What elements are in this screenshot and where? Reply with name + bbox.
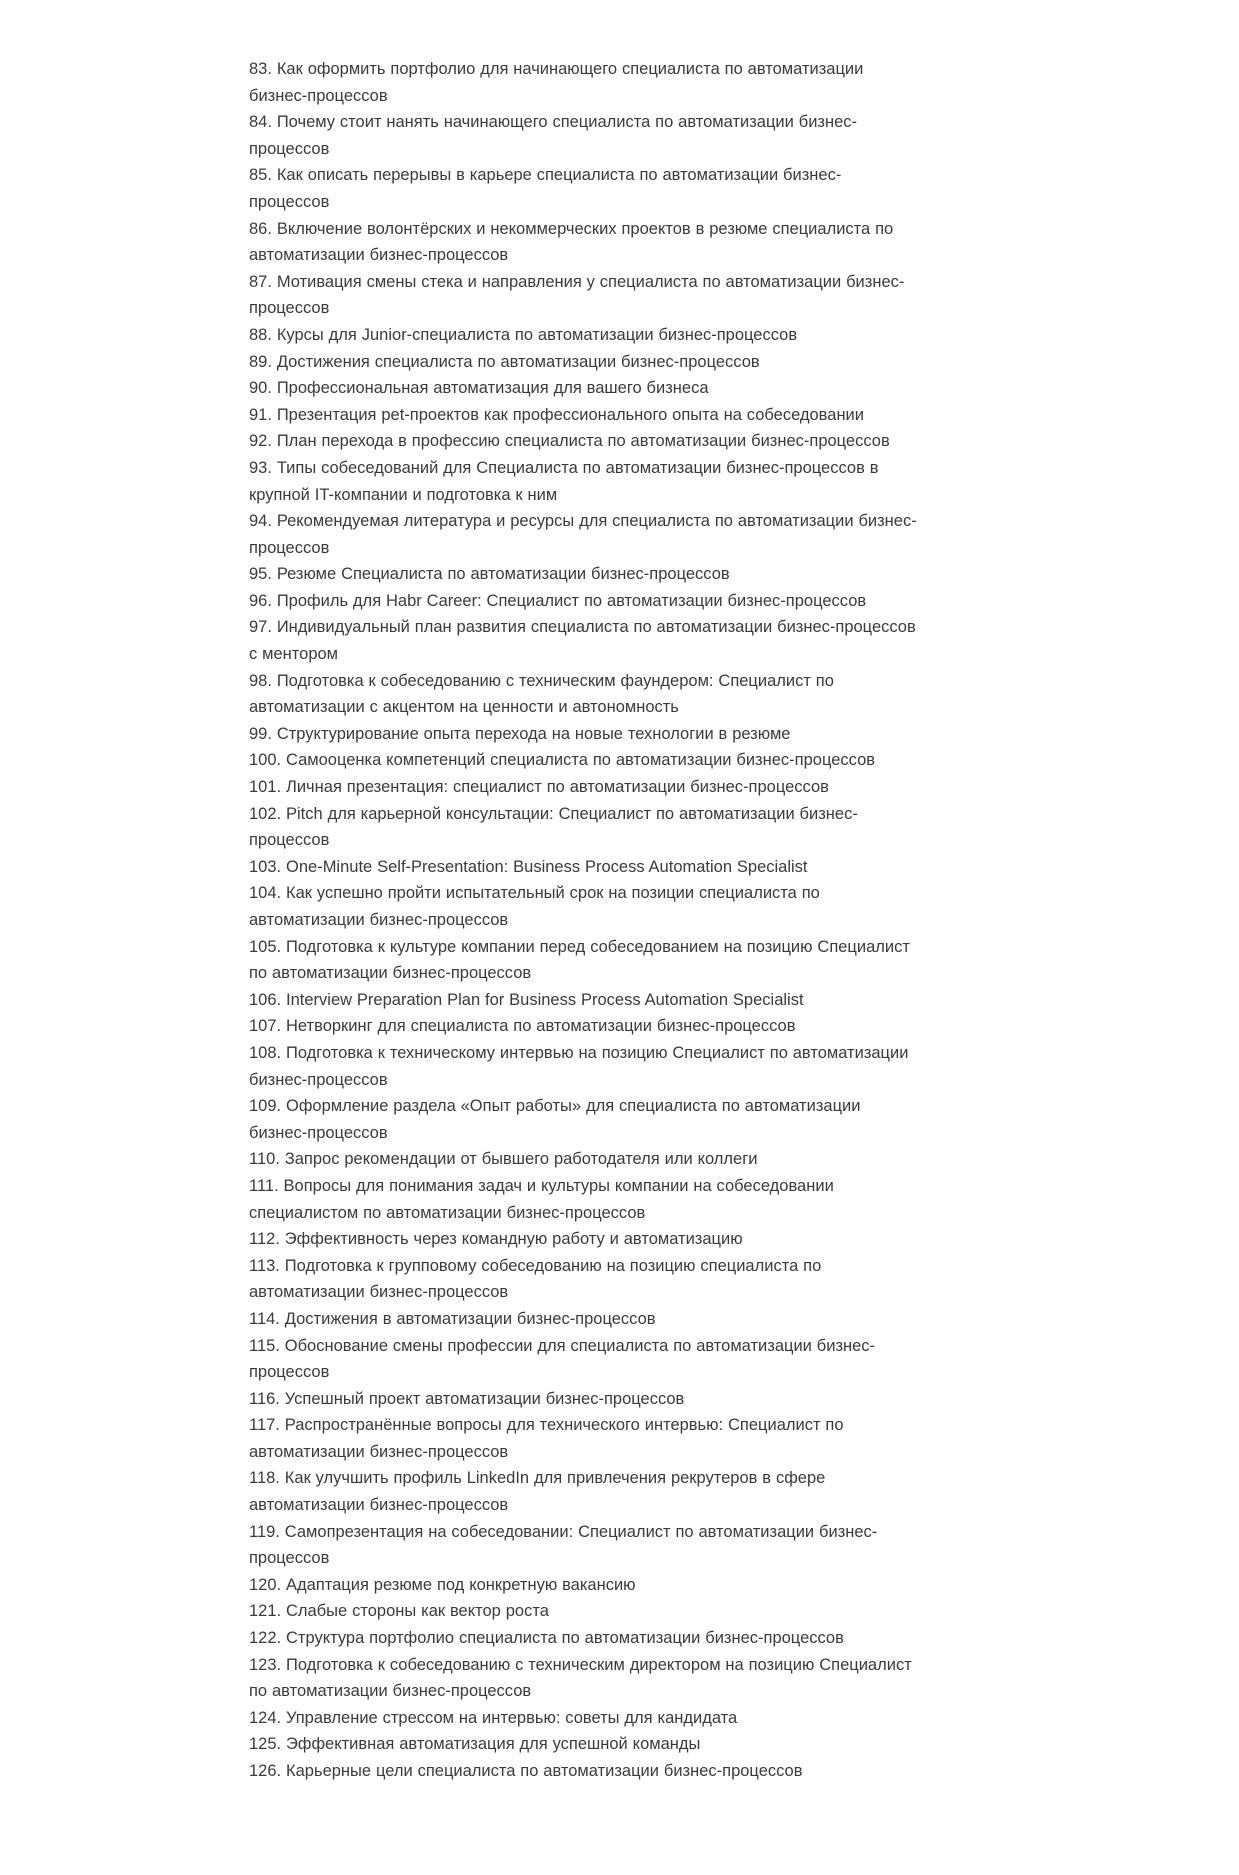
item-text: Достижения специалиста по автоматизации бизнес-процессов <box>271 352 760 371</box>
item-number: 115. <box>249 1336 280 1355</box>
list-item <box>249 375 919 402</box>
list-item <box>249 1465 919 1518</box>
item-text: Вопросы для понимания задач и культуры компании на собеседовании специалистом по автоматизации бизнес-процессов <box>249 1176 834 1222</box>
list-item <box>249 1253 919 1306</box>
item-text: Мотивация смены стека и направления у специалиста по автоматизации бизнес-процессов <box>249 272 905 318</box>
item-text: Подготовка к культуре компании перед собеседованием на позицию Специалист по автоматизации бизнес-процессов <box>249 937 910 983</box>
item-text: One-Minute Self-Presentation: Business Process Automation Specialist <box>281 857 808 876</box>
list-item <box>249 1598 919 1625</box>
list-item <box>249 987 919 1014</box>
item-number: 100. <box>249 751 282 770</box>
item-text: Interview Preparation Plan for Business Process Automation Specialist <box>281 990 804 1009</box>
item-number: 126. <box>249 1762 282 1780</box>
list-item <box>249 269 919 322</box>
list-item <box>249 934 919 987</box>
item-text: Профиль для Habr Career: Специалист по автоматизации бизнес-процессов <box>271 591 867 610</box>
list-item <box>249 1386 919 1413</box>
list-item <box>249 508 919 561</box>
list-item <box>249 1040 919 1093</box>
item-text: Эффективность через командную работу и автоматизацию <box>279 1230 743 1249</box>
item-text: Как успешно пройти испытательный срок на позиции специалиста по автоматизации бизнес-процессов <box>249 884 820 929</box>
item-number: 94. <box>249 512 272 531</box>
item-text: Самопрезентация на собеседовании: Специалист по автоматизации бизнес-процессов <box>249 1522 878 1568</box>
list-item <box>249 1731 919 1758</box>
item-text: Рекомендуемая литература и ресурсы для специалиста по автоматизации бизнес-процессов <box>249 512 917 557</box>
item-text: Достижения в автоматизации бизнес-процессов <box>279 1309 656 1328</box>
list-item <box>249 721 919 748</box>
item-number: 119. <box>249 1522 280 1541</box>
list-item <box>249 1758 919 1785</box>
item-number: 116. <box>249 1389 280 1408</box>
list-item <box>249 109 919 162</box>
item-number: 109. <box>249 1097 282 1116</box>
list-item <box>249 1146 919 1173</box>
list-item <box>249 668 919 721</box>
item-text: Оформление раздела «Опыт работы» для специалиста по автоматизации бизнес-процессов <box>249 1097 861 1142</box>
item-text: Управление стрессом на интервью: советы для кандидата <box>281 1708 738 1727</box>
list-item <box>249 561 919 588</box>
item-text: Резюме Специалиста по автоматизации бизнес-процессов <box>271 565 730 584</box>
item-number: 124. <box>249 1708 282 1727</box>
item-text: Нетворкинг для специалиста по автоматизации бизнес-процессов <box>281 1017 796 1036</box>
list-item <box>249 1652 919 1705</box>
item-number: 101. <box>249 778 282 797</box>
item-number: 89. <box>249 352 272 371</box>
item-text: Карьерные цели специалиста по автоматизации бизнес-процессов <box>281 1762 803 1780</box>
item-number: 113. <box>249 1256 280 1275</box>
item-text: Типы собеседований для Специалиста по автоматизации бизнес-процессов в крупной IT-компании и подготовка к ним <box>249 458 879 504</box>
item-text: Почему стоит нанять начинающего специалиста по автоматизации бизнес-процессов <box>249 113 858 158</box>
item-text: План перехода в профессию специалиста по автоматизации бизнес-процессов <box>271 432 890 451</box>
item-number: 112. <box>249 1230 280 1249</box>
item-text: Подготовка к собеседованию с техническим фаундером: Специалист по автоматизации с акцентом на ценности и автономность <box>249 671 834 717</box>
list-item <box>249 588 919 615</box>
item-number: 102. <box>249 804 282 823</box>
item-number: 110. <box>249 1150 280 1169</box>
item-text: Как улучшить профиль LinkedIn для привлечения рекрутеров в сфере автоматизации бизнес-процессов <box>249 1469 826 1515</box>
item-number: 85. <box>249 166 272 185</box>
list-item <box>249 801 919 854</box>
item-text: Личная презентация: специалист по автоматизации бизнес-процессов <box>281 778 829 797</box>
item-number: 120. <box>249 1575 282 1594</box>
list-item <box>249 614 919 667</box>
item-number: 121. <box>249 1602 282 1621</box>
item-text: Запрос рекомендации от бывшего работодателя или коллеги <box>279 1150 758 1169</box>
item-number: 83. <box>249 60 272 78</box>
item-text: Как оформить портфолио для начинающего специалиста по автоматизации бизнес-процессов <box>249 60 864 105</box>
item-text: Как описать перерывы в карьере специалиста по автоматизации бизнес-процессов <box>249 166 842 211</box>
question-list <box>249 56 919 1785</box>
item-text: Успешный проект автоматизации бизнес-процессов <box>279 1389 685 1408</box>
list-item <box>249 854 919 881</box>
item-text: Pitch для карьерной консультации: Специалист по автоматизации бизнес-процессов <box>249 804 858 850</box>
item-text: Индивидуальный план развития специалиста по автоматизации бизнес-процессов с ментором <box>249 618 916 664</box>
list-item <box>249 428 919 455</box>
item-number: 98. <box>249 671 272 690</box>
item-number: 90. <box>249 379 272 398</box>
list-item <box>249 1705 919 1732</box>
list-item <box>249 1333 919 1386</box>
item-number: 91. <box>249 405 272 424</box>
item-number: 125. <box>249 1735 282 1754</box>
item-number: 118. <box>249 1469 280 1488</box>
item-text: Структура портфолио специалиста по автоматизации бизнес-процессов <box>281 1629 844 1648</box>
item-text: Слабые стороны как вектор роста <box>281 1602 549 1621</box>
item-number: 92. <box>249 432 272 451</box>
item-text: Адаптация резюме под конкретную вакансию <box>281 1575 636 1594</box>
item-number: 111. <box>249 1176 279 1195</box>
list-item <box>249 1173 919 1226</box>
list-item <box>249 402 919 429</box>
item-number: 97. <box>249 618 272 637</box>
list-item <box>249 774 919 801</box>
item-number: 122. <box>249 1629 282 1648</box>
item-text: Эффективная автоматизация для успешной команды <box>281 1735 701 1754</box>
item-number: 104. <box>249 884 282 903</box>
list-item <box>249 1226 919 1253</box>
item-number: 93. <box>249 458 272 477</box>
item-number: 95. <box>249 565 272 584</box>
item-number: 86. <box>249 219 272 238</box>
item-number: 88. <box>249 325 272 344</box>
item-text: Подготовка к групповому собеседованию на позицию специалиста по автоматизации бизнес-процессов <box>249 1256 822 1302</box>
item-text: Подготовка к собеседованию с техническим директором на позицию Специалист по автоматизации бизнес-процессов <box>249 1655 912 1701</box>
list-item <box>249 216 919 269</box>
list-item <box>249 880 919 933</box>
item-text: Самооценка компетенций специалиста по автоматизации бизнес-процессов <box>281 751 876 770</box>
list-item <box>249 455 919 508</box>
item-number: 99. <box>249 724 272 743</box>
item-number: 96. <box>249 591 272 610</box>
item-number: 108. <box>249 1043 282 1062</box>
list-item <box>249 1625 919 1652</box>
list-item <box>249 1013 919 1040</box>
item-text: Распространённые вопросы для технического интервью: Специалист по автоматизации бизнес-процессов <box>249 1416 844 1461</box>
list-item <box>249 1412 919 1465</box>
list-item <box>249 1572 919 1599</box>
list-item <box>249 1306 919 1333</box>
item-number: 114. <box>249 1309 280 1328</box>
item-number: 107. <box>249 1017 282 1036</box>
item-text: Включение волонтёрских и некоммерческих проектов в резюме специалиста по автоматизации бизнес-процессов <box>249 219 894 265</box>
item-text: Презентация pet-проектов как профессионального опыта на собеседовании <box>271 405 864 424</box>
list-item <box>249 1093 919 1146</box>
item-text: Обоснование смены профессии для специалиста по автоматизации бизнес-процессов <box>249 1336 876 1382</box>
item-text: Структурирование опыта перехода на новые технологии в резюме <box>271 724 791 743</box>
item-number: 106. <box>249 990 282 1009</box>
list-item <box>249 162 919 215</box>
item-number: 117. <box>249 1416 280 1435</box>
item-text: Подготовка к техническому интервью на позицию Специалист по автоматизации бизнес-процессов <box>249 1043 909 1089</box>
item-number: 105. <box>249 937 282 956</box>
list-item <box>249 747 919 774</box>
item-number: 103. <box>249 857 282 876</box>
list-item <box>249 56 919 109</box>
list-item <box>249 1519 919 1572</box>
item-number: 123. <box>249 1655 282 1674</box>
item-number: 87. <box>249 272 272 291</box>
list-item <box>249 322 919 349</box>
list-item <box>249 349 919 376</box>
item-number: 84. <box>249 113 272 132</box>
item-text: Профессиональная автоматизация для вашего бизнеса <box>271 379 709 398</box>
item-text: Курсы для Junior-специалиста по автоматизации бизнес-процессов <box>271 325 798 344</box>
